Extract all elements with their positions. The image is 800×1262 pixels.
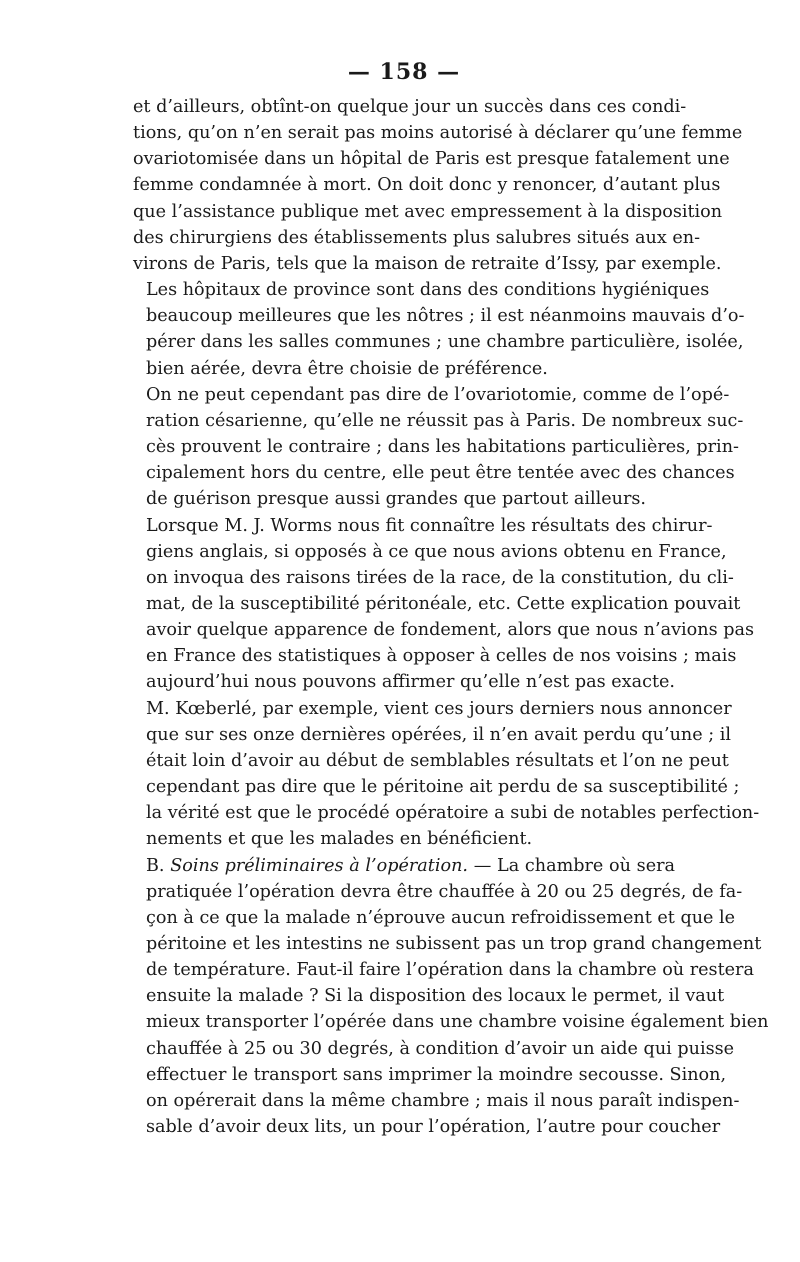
text-line: on invoqua des raisons tirées de la race, de la constitution, du cli- xyxy=(146,567,734,588)
text-line: mieux transporter l’opérée dans une chambre voisine également bien xyxy=(146,1012,769,1033)
book-page xyxy=(133,56,769,1176)
section-label: B. xyxy=(146,855,171,876)
text-line: était loin d’avoir au début de semblables résultats et l’on ne peut xyxy=(146,750,729,771)
text-line: ovariotomisée dans un hôpital de Paris est presque fatalement une xyxy=(133,149,730,170)
text-line: giens anglais, si opposés à ce que nous avions obtenu en France, xyxy=(146,541,727,562)
text-line: en France des statistiques à opposer à celles de nos voisins ; mais xyxy=(146,646,737,667)
section-title: Soins préliminaires à l’opération. xyxy=(170,855,469,876)
body-text xyxy=(133,94,769,1140)
paragraph xyxy=(133,277,745,382)
page-number: — 158 — xyxy=(347,59,461,85)
paragraph xyxy=(133,513,760,853)
text-line: tions, qu’on n’en serait pas moins autorisé à déclarer qu’une femme xyxy=(133,123,743,144)
text-line: pratiquée l’opération devra être chauffée à 20 ou 25 degrés, de fa- xyxy=(146,881,743,902)
text-line: effectuer le transport sans imprimer la moindre secousse. Sinon, xyxy=(146,1064,727,1085)
text-line: cependant pas dire que le péritoine ait perdu de sa susceptibilité ; xyxy=(146,777,740,798)
text-line: cès prouvent le contraire ; dans les habitations particulières, prin- xyxy=(146,437,739,458)
text-line: virons de Paris, tels que la maison de retraite d’Issy, par exemple. xyxy=(133,253,722,274)
text-line: Les hôpitaux de province sont dans des conditions hygiéniques xyxy=(146,280,710,301)
section-heading-line xyxy=(133,853,675,879)
text-line: péritoine et les intestins ne subissent pas un trop grand changement xyxy=(146,934,762,954)
text-line: mat, de la susceptibilité péritonéale, etc. Cette explication pouvait xyxy=(146,593,741,614)
paragraph xyxy=(133,382,744,513)
section-first-line-text: La chambre où sera xyxy=(497,855,675,876)
text-line: que sur ses onze dernières opérées, il n’en avait perdu qu’une ; il xyxy=(146,724,732,745)
text-line: ensuite la malade ? Si la disposition des locaux le permet, il vaut xyxy=(146,986,725,1007)
text-line: pérer dans les salles communes ; une chambre particulière, isolée, xyxy=(146,332,744,353)
text-line: de guérison presque aussi grandes que partout ailleurs. xyxy=(146,489,647,510)
text-line: On ne peut cependant pas dire de l’ovariotomie, comme de l’opé- xyxy=(146,384,730,405)
text-line: bien aérée, devra être choisie de préférence. xyxy=(146,358,548,379)
text-line: des chirurgiens des établissements plus salubres situés aux en- xyxy=(133,227,701,248)
text-line: ration césarienne, qu’elle ne réussit pas à Paris. De nombreux suc- xyxy=(146,410,744,431)
text-line: femme condamnée à mort. On doit donc y renoncer, d’autant plus xyxy=(133,175,721,196)
text-line: Lorsque M. J. Worms nous fit connaître les résultats des chirur- xyxy=(146,515,713,536)
text-line: la vérité est que le procédé opératoire a subi de notables perfection- xyxy=(146,803,760,824)
text-line: et d’ailleurs, obtînt-on quelque jour un succès dans ces condi- xyxy=(133,97,687,117)
text-line: nements et que les malades en bénéficient. xyxy=(146,829,533,850)
text-line: aujourd’hui nous pouvons affirmer qu’elle n’est pas exacte. xyxy=(146,672,676,693)
text-line: de température. Faut-il faire l’opération dans la chambre où restera xyxy=(146,960,754,981)
text-line: on opérerait dans la même chambre ; mais il nous paraît indispen- xyxy=(146,1090,740,1111)
text-line: que l’assistance publique met avec empressement à la disposition xyxy=(133,201,723,222)
text-line: M. Kœberlé, par exemple, vient ces jours derniers nous annoncer xyxy=(146,698,732,719)
paragraph xyxy=(133,853,769,1141)
text-line: beaucoup meilleures que les nôtres ; il est néanmoins mauvais d’o- xyxy=(146,306,745,327)
paragraph xyxy=(133,94,743,277)
text-line: cipalement hors du centre, elle peut être tentée avec des chances xyxy=(146,463,735,484)
text-line: sable d’avoir deux lits, un pour l’opération, l’autre pour coucher xyxy=(146,1117,721,1138)
text-line: chauffée à 25 ou 30 degrés, à condition d’avoir un aide qui puisse xyxy=(146,1038,735,1059)
section-dash: — xyxy=(468,855,498,876)
text-line: avoir quelque apparence de fondement, alors que nous n’avions pas xyxy=(146,620,754,641)
text-line: çon à ce que la malade n’éprouve aucun refroidissement et que le xyxy=(146,907,736,928)
